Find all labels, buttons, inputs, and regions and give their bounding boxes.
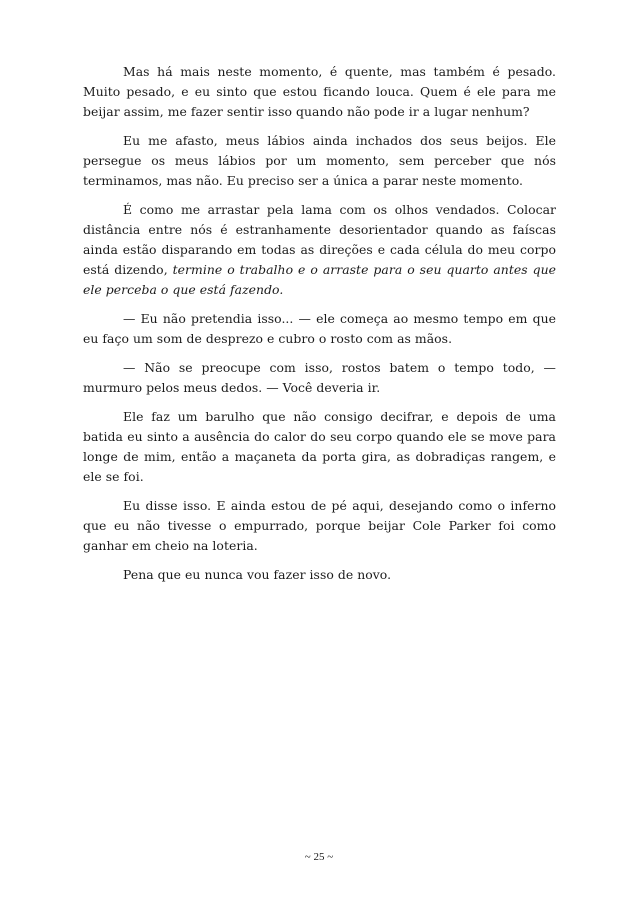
paragraph-5 bbox=[83, 358, 556, 398]
paragraph-3 bbox=[83, 200, 556, 300]
body-text bbox=[83, 62, 556, 594]
paragraph-3-text: É como me arrastar pela lama com os olhos vendados. Colocar distância entre nós é estranhamente desorientador quando as faíscas ainda estão disparando em todas as direções e cada célula do meu corpo está dizendo, bbox=[83, 202, 556, 277]
paragraph-8 bbox=[83, 565, 556, 585]
paragraph-4-text: — Eu não pretendia isso... — ele começa ao mesmo tempo em que eu faço um som de desprezo e cubro o rosto com as mãos. bbox=[83, 311, 556, 346]
paragraph-4 bbox=[83, 309, 556, 349]
paragraph-2-text: Eu me afasto, meus lábios ainda inchados dos seus beijos. Ele persegue os meus lábios por um momento, sem perceber que nós terminamos, mas não. Eu preciso ser a única a parar neste momento. bbox=[83, 133, 556, 188]
paragraph-6-text: Ele faz um barulho que não consigo decifrar, e depois de uma batida eu sinto a ausência do calor do seu corpo quando ele se move para longe de mim, então a maçaneta da porta gira, as dobradiças rangem, e ele se foi. bbox=[83, 409, 556, 484]
paragraph-7 bbox=[83, 496, 556, 556]
paragraph-1 bbox=[83, 62, 556, 122]
paragraph-7-text: Eu disse isso. E ainda estou de pé aqui, desejando como o inferno que eu não tivesse o empurrado, porque beijar Cole Parker foi como ganhar em cheio na loteria. bbox=[83, 498, 556, 553]
paragraph-2 bbox=[83, 131, 556, 191]
paragraph-6 bbox=[83, 407, 556, 487]
page-number: ~ 25 ~ bbox=[304, 851, 334, 863]
paragraph-8-text: Pena que eu nunca vou fazer isso de novo. bbox=[123, 567, 392, 582]
paragraph-3-italic-text: termine o trabalho e o arraste para o seu quarto antes que ele perceba o que está fazendo. bbox=[83, 262, 557, 297]
paragraph-5-text: — Não se preocupe com isso, rostos batem o tempo todo, — murmuro pelos meus dedos. — Você deveria ir. bbox=[83, 360, 556, 395]
paragraph-1-text: Mas há mais neste momento, é quente, mas também é pesado. Muito pesado, e eu sinto que estou ficando louca. Quem é ele para me beijar assim, me fazer sentir isso quando não pode ir a lugar nenhum? bbox=[83, 64, 556, 119]
